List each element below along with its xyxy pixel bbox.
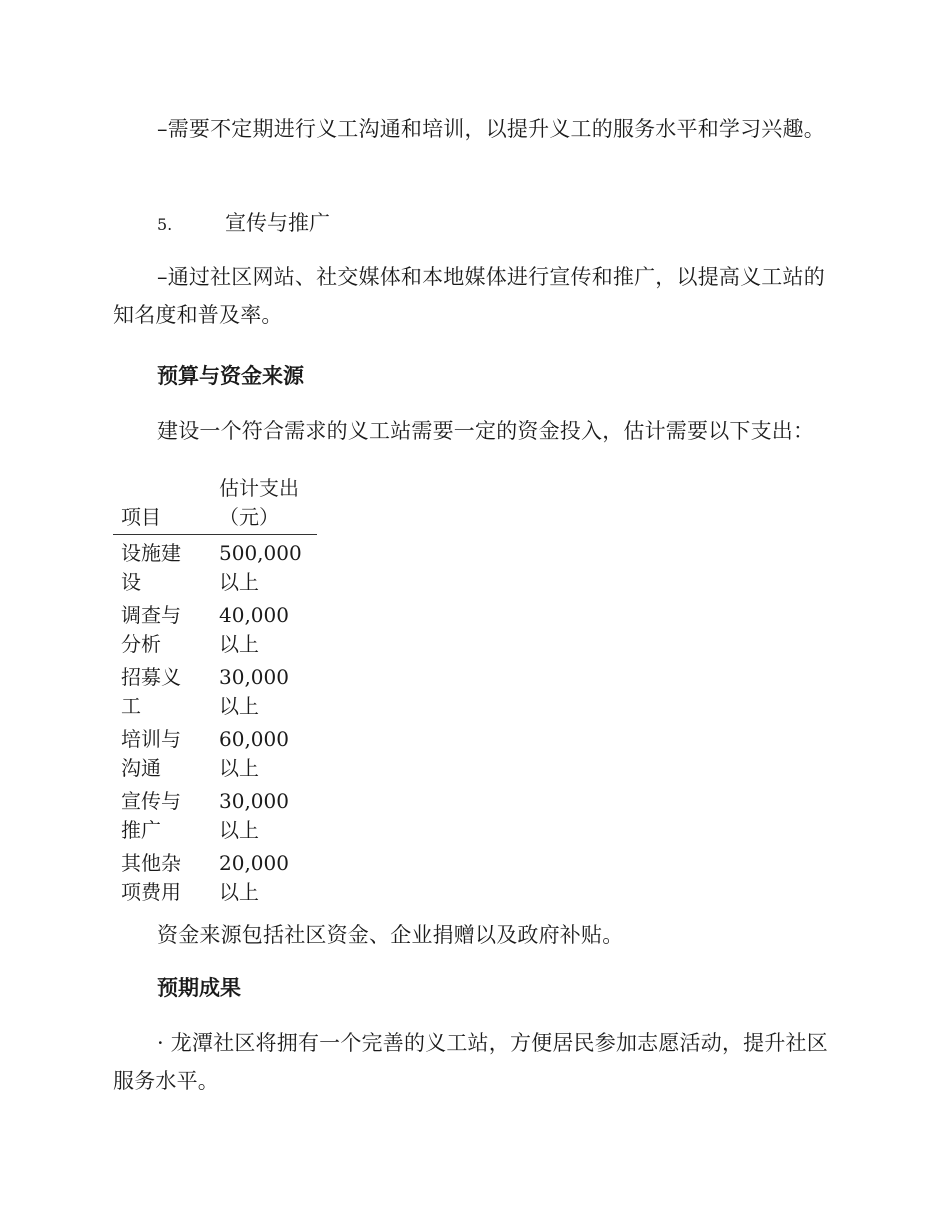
table-cell-item: 招募义工 [121, 665, 181, 718]
table-row [113, 845, 317, 907]
table-row [113, 535, 317, 598]
heading-results: 预期成果 [157, 975, 241, 1000]
table-cell-cost: 30,000 以上 [219, 789, 289, 842]
paragraph-budget-intro: 建设一个符合需求的义工站需要一定的资金投入，估计需要以下支出： [157, 419, 815, 443]
table-cell-cost: 60,000 以上 [219, 727, 289, 780]
table-header-row [113, 474, 317, 535]
table-cell-item: 宣传与推广 [121, 789, 181, 842]
table-cell-item: 设施建设 [121, 541, 181, 594]
list-number: 5. [157, 215, 173, 234]
table-cell-item: 调查与分析 [121, 603, 181, 656]
budget-table [113, 474, 317, 907]
paragraph-funding: 资金来源包括社区资金、企业捐赠以及政府补贴。 [157, 923, 624, 947]
paragraph-promotion: –通过社区网站、社交媒体和本地媒体进行宣传和推广，以提高义工站的知名度和普及率。 [113, 265, 825, 327]
table-row [113, 659, 317, 721]
table-row [113, 783, 317, 845]
heading-budget: 预算与资金来源 [157, 363, 304, 388]
table-cell-cost: 20,000 以上 [219, 851, 289, 904]
table-row [113, 597, 317, 659]
paragraph-results: · 龙潭社区将拥有一个完善的义工站，方便居民参加志愿活动，提升社区服务水平。 [113, 1031, 828, 1093]
table-row [113, 721, 317, 783]
table-cell-cost: 30,000 以上 [219, 665, 289, 718]
table-cell-item: 培训与沟通 [121, 727, 181, 780]
table-header-cost: 估计支出（元） [219, 474, 317, 535]
table-header-item: 项目 [113, 474, 219, 535]
table-cell-item: 其他杂项费用 [121, 851, 181, 904]
document-page [113, 0, 829, 1230]
table-cell-cost: 500,000 以上 [219, 541, 302, 594]
list-item-5 [157, 208, 330, 240]
paragraph-training: –需要不定期进行义工沟通和培训，以提升义工的服务水平和学习兴趣。 [157, 117, 825, 141]
list-item-text: 宣传与推广 [225, 211, 330, 235]
table-cell-cost: 40,000 以上 [219, 603, 289, 656]
